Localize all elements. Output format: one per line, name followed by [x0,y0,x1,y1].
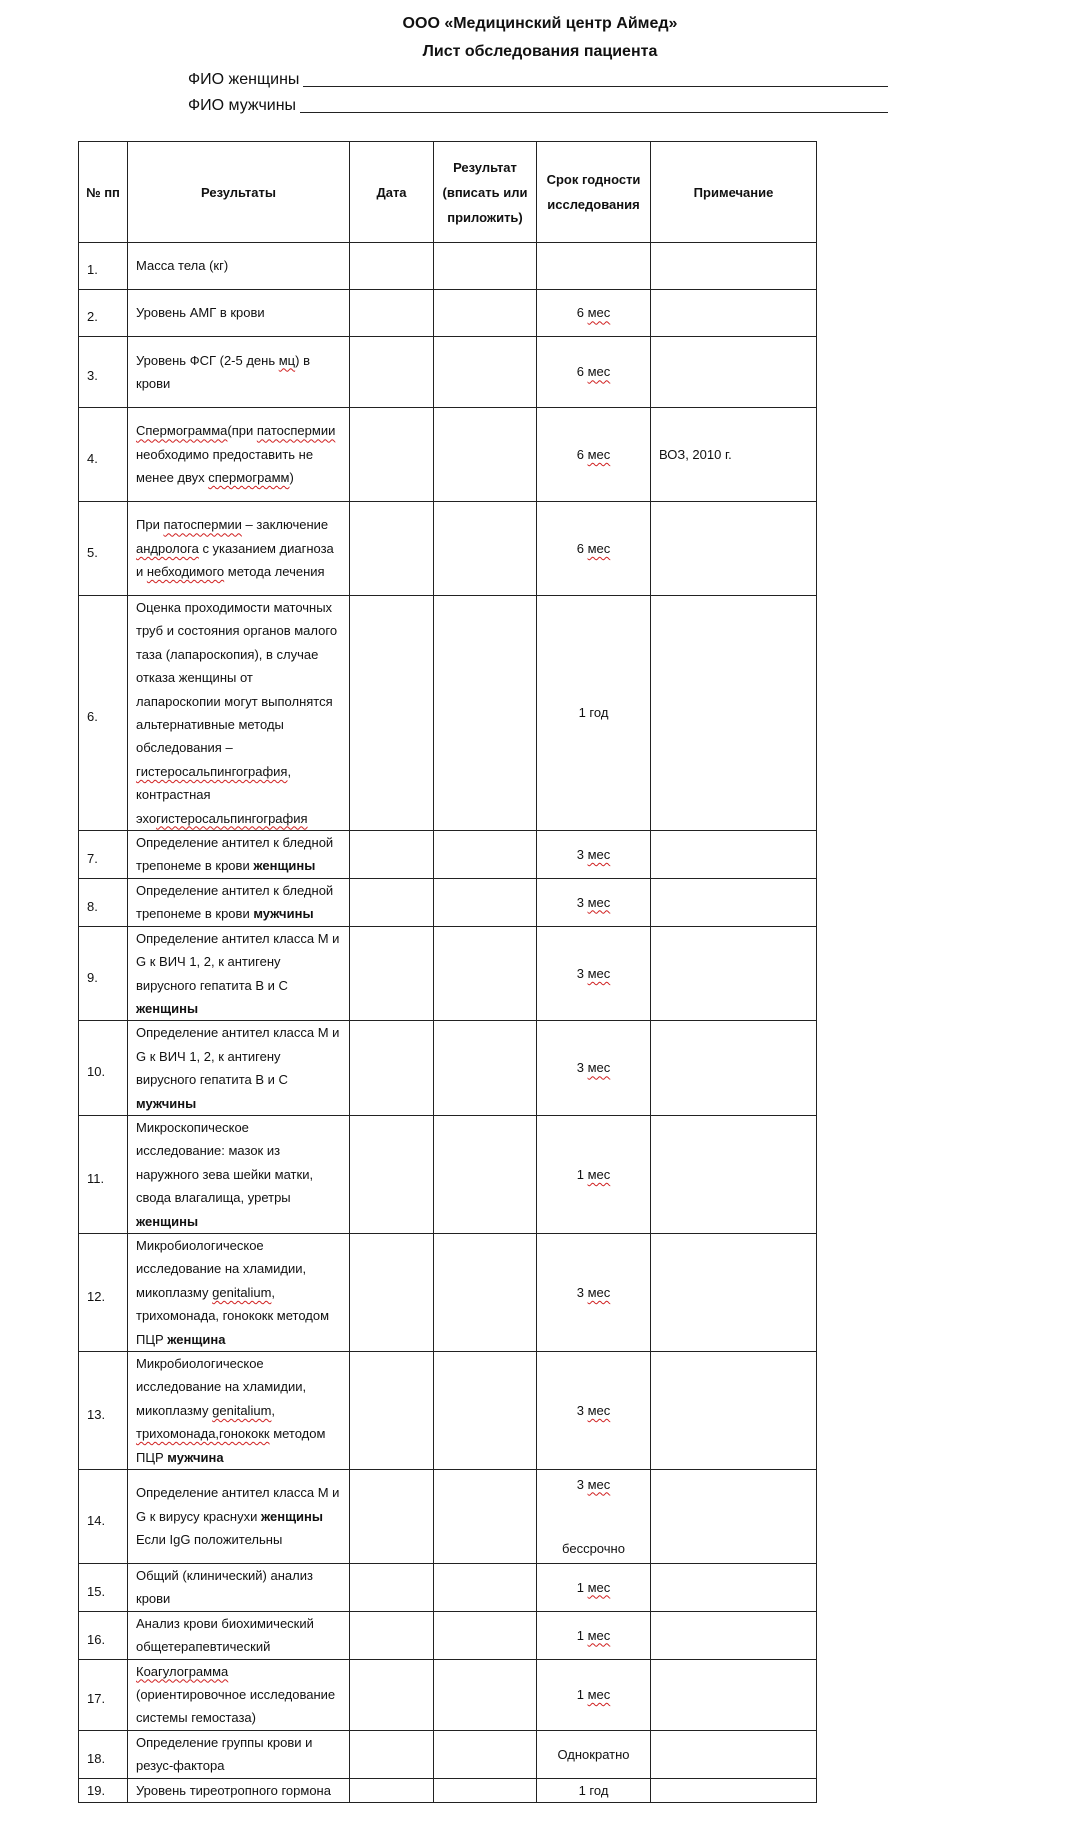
expiry-value: 3 мес [576,894,611,910]
row-description [128,1730,350,1778]
date-cell[interactable] [350,1611,434,1659]
table-row [79,408,817,502]
row-number: 9. [79,926,128,1021]
expiry-cell [537,1730,651,1778]
expiry-cell [537,1659,651,1730]
date-cell[interactable] [350,1233,434,1351]
exam-table-body [79,243,817,1803]
note-cell [651,1352,817,1470]
row-number: 14. [79,1470,128,1564]
column-header-expiry: Срок годности исследования [537,142,651,243]
expiry-value: 3 мес [576,1402,611,1418]
column-header-date: Дата [350,142,434,243]
row-description [128,1233,350,1351]
result-entry-cell[interactable] [434,290,537,337]
expiry-value: 3 мес [576,1284,611,1300]
row-number: 7. [79,831,128,879]
result-entry-cell[interactable] [434,1021,537,1116]
table-row [79,1730,817,1778]
row-number: 16. [79,1611,128,1659]
table-row [79,1611,817,1659]
row-description [128,878,350,926]
expiry-cell [537,1233,651,1351]
result-entry-cell[interactable] [434,1564,537,1612]
table-row [79,1021,817,1116]
expiry-value: 6 мес [576,364,611,380]
result-entry-cell[interactable] [434,1233,537,1351]
table-row [79,290,817,337]
row-description-subject: мужчины [253,906,314,922]
woman-name-line [188,66,888,90]
row-number: 13. [79,1352,128,1470]
row-description-text: При патоспермии – заключение андролога с указанием диагноза и небходимого метода лечения [136,517,334,580]
organization-title: ООО «Медицинский центр Аймед» [402,15,678,32]
row-description-text: Анализ крови биохимический общетерапевтический [136,1615,314,1655]
column-header-num: № пп [79,142,128,243]
note-cell [651,1778,817,1802]
date-cell[interactable] [350,337,434,408]
result-entry-cell[interactable] [434,831,537,879]
note-cell [651,878,817,926]
expiry-cell [537,1778,651,1802]
expiry-cell [537,1352,651,1470]
table-row [79,1564,817,1612]
table-row [79,243,817,290]
date-cell[interactable] [350,1564,434,1612]
row-description-subject: женщины [136,1213,199,1229]
man-name-label: ФИО мужчины [188,97,297,114]
row-number: 8. [79,878,128,926]
result-entry-cell[interactable] [434,596,537,831]
row-number: 5. [79,502,128,596]
result-entry-cell[interactable] [434,1730,537,1778]
row-description [128,1021,350,1116]
row-description-text: Общий (клинический) анализ крови [136,1568,313,1607]
date-cell[interactable] [350,1778,434,1802]
date-cell[interactable] [350,1470,434,1564]
result-entry-cell[interactable] [434,1611,537,1659]
note-cell [651,1021,817,1116]
date-cell[interactable] [350,290,434,337]
row-description [128,290,350,337]
expiry-value: 6 мес [576,446,611,462]
result-entry-cell[interactable] [434,408,537,502]
expiry-value: 1 мес [576,1627,611,1643]
expiry-value: Однократно [557,1746,630,1762]
expiry-cell [537,596,651,831]
expiry-cell [537,878,651,926]
expiry-value: 6 мес [576,540,611,556]
expiry-value: 3 мес [576,1476,611,1492]
woman-name-label: ФИО женщины [188,71,300,88]
date-cell[interactable] [350,1115,434,1233]
man-name-field[interactable] [300,94,888,113]
row-number: 18. [79,1730,128,1778]
expiry-cell [537,337,651,408]
row-description-note: Если IgG положительны [136,1532,283,1548]
expiry-cell [537,1564,651,1612]
date-cell[interactable] [350,1730,434,1778]
row-description [128,1115,350,1233]
date-cell[interactable] [350,1021,434,1116]
row-description [128,1352,350,1470]
expiry-cell [537,290,651,337]
row-description-subject: мужчины [136,1095,197,1111]
expiry-value-secondary: бессрочно [562,1541,625,1557]
date-cell[interactable] [350,878,434,926]
expiry-cell [537,1470,651,1564]
result-entry-cell[interactable] [434,878,537,926]
row-description [128,596,350,831]
note-cell [651,243,817,290]
expiry-cell [537,926,651,1021]
expiry-value: 1 мес [576,1579,611,1595]
expiry-cell [537,1021,651,1116]
row-description [128,926,350,1021]
row-description [128,1470,350,1564]
note-cell [651,1470,817,1564]
table-row [79,502,817,596]
row-number: 3. [79,337,128,408]
row-description [128,1564,350,1612]
row-description-text: Микробиологическое исследование на хламидии, микоплазму genitalium, трихомонада, гонококк методом ПЦР [136,1237,330,1347]
table-row [79,337,817,408]
row-description-text: Микроскопическое исследование: мазок из наружного зева шейки матки, свода влагалища, уретры [136,1119,314,1206]
man-name-line [188,92,888,116]
row-number: 1. [79,243,128,290]
result-entry-cell[interactable] [434,1115,537,1233]
row-description [128,1611,350,1659]
table-row [79,1778,817,1802]
row-description-text: Уровень ФСГ (2-5 день мц) в крови [136,352,310,391]
row-description-text: Уровень тиреотропного гормона [136,1782,331,1798]
row-description [128,831,350,879]
expiry-cell [537,408,651,502]
note-cell [651,926,817,1021]
row-description [128,243,350,290]
result-entry-cell[interactable] [434,502,537,596]
row-number: 6. [79,596,128,831]
table-row [79,1115,817,1233]
row-description-text: Определение антител класса M и G к ВИЧ 1, 2, к антигену вирусного гепатита B и C [136,1025,340,1088]
table-row [79,1233,817,1351]
row-description [128,408,350,502]
expiry-cell [537,502,651,596]
note-cell [651,1115,817,1233]
expiry-value: 1 мес [576,1166,611,1182]
expiry-value: 3 мес [576,846,611,862]
note-cell [651,502,817,596]
row-description [128,337,350,408]
row-number: 17. [79,1659,128,1730]
expiry-value: 3 мес [576,965,611,981]
row-number: 4. [79,408,128,502]
table-row [79,1352,817,1470]
result-entry-cell[interactable] [434,1778,537,1802]
note-cell [651,831,817,879]
exam-table [78,141,817,1803]
row-description-subject: женщины [253,858,316,874]
result-entry-cell[interactable] [434,1659,537,1730]
date-cell[interactable] [350,243,434,290]
row-number: 2. [79,290,128,337]
column-header-results: Результаты [128,142,350,243]
table-row [79,1470,817,1564]
row-description-subject: женщины [136,1000,199,1016]
result-entry-cell[interactable] [434,926,537,1021]
note-cell [651,1730,817,1778]
row-description-text: Определение антител класса M и G к ВИЧ 1, 2, к антигену вирусного гепатита B и C [136,930,340,993]
row-description-text: Спермограмма(при патоспермии необходимо предоставить не менее двух спермограмм) [136,423,336,486]
row-description [128,1659,350,1730]
expiry-cell [537,1611,651,1659]
table-row [79,596,817,831]
row-number: 19. [79,1778,128,1802]
table-row [79,1659,817,1730]
row-description-text: Микробиологическое исследование на хламидии, микоплазму genitalium, трихомонада,гонококк методом ПЦР [136,1356,326,1465]
row-description-text: Масса тела (кг) [136,258,229,274]
row-number: 10. [79,1021,128,1116]
result-entry-cell[interactable] [434,243,537,290]
row-description-subject: женщины [260,1508,323,1524]
expiry-value: 1 год [578,1782,609,1798]
date-cell[interactable] [350,502,434,596]
row-description-subject: мужчина [167,1449,224,1465]
expiry-value: 6 мес [576,305,611,321]
date-cell[interactable] [350,408,434,502]
expiry-value: 1 мес [576,1687,611,1703]
row-description-text: Коагулограмма (ориентировочное исследование системы гемостаза) [136,1663,336,1726]
note-cell [651,1564,817,1612]
result-entry-cell[interactable] [434,1470,537,1564]
note-cell [651,337,817,408]
expiry-value: 1 год [578,705,609,721]
date-cell[interactable] [350,926,434,1021]
date-cell[interactable] [350,596,434,831]
result-entry-cell[interactable] [434,337,537,408]
column-header-result-entry: Результат (вписать или приложить) [434,142,537,243]
row-number: 11. [79,1115,128,1233]
expiry-cell [537,831,651,879]
column-header-note: Примечание [651,142,817,243]
row-description-subject: женщина [167,1331,226,1347]
expiry-value: 3 мес [576,1060,611,1076]
woman-name-field[interactable] [303,68,888,87]
expiry-cell [537,243,651,290]
expiry-cell [537,1115,651,1233]
note-cell [651,1611,817,1659]
date-cell[interactable] [350,831,434,879]
row-description-text: Определение антител класса M и G к вирусу краснухи [136,1485,340,1524]
table-row [79,926,817,1021]
note-cell: ВОЗ, 2010 г. [651,408,817,502]
note-cell [651,1233,817,1351]
date-cell[interactable] [350,1659,434,1730]
row-number: 12. [79,1233,128,1351]
table-row [79,878,817,926]
table-header-row [79,142,817,243]
row-description-text: Оценка проходимости маточных труб и состояния органов малого таза (лапароскопия), в случае отказа женщины от лапароскопии могут выполнятся альтернативные методы обследования – гистеросальпингография, контрастная эхогистеросальпингография [136,600,338,826]
row-description [128,1778,350,1802]
row-description-text: Определение группы крови и резус-фактора [136,1734,313,1774]
result-entry-cell[interactable] [434,1352,537,1470]
row-description-text: Уровень АМГ в крови [136,305,265,321]
date-cell[interactable] [350,1352,434,1470]
table-row [79,831,817,879]
row-description-text: Определение антител к бледной трепонеме в крови [136,882,334,922]
row-number: 15. [79,1564,128,1612]
note-cell [651,596,817,831]
note-cell [651,290,817,337]
sheet-title: Лист обследования пациента [422,43,658,60]
note-cell [651,1659,817,1730]
row-description-text: Определение антител к бледной трепонеме в крови [136,835,334,874]
row-description [128,502,350,596]
